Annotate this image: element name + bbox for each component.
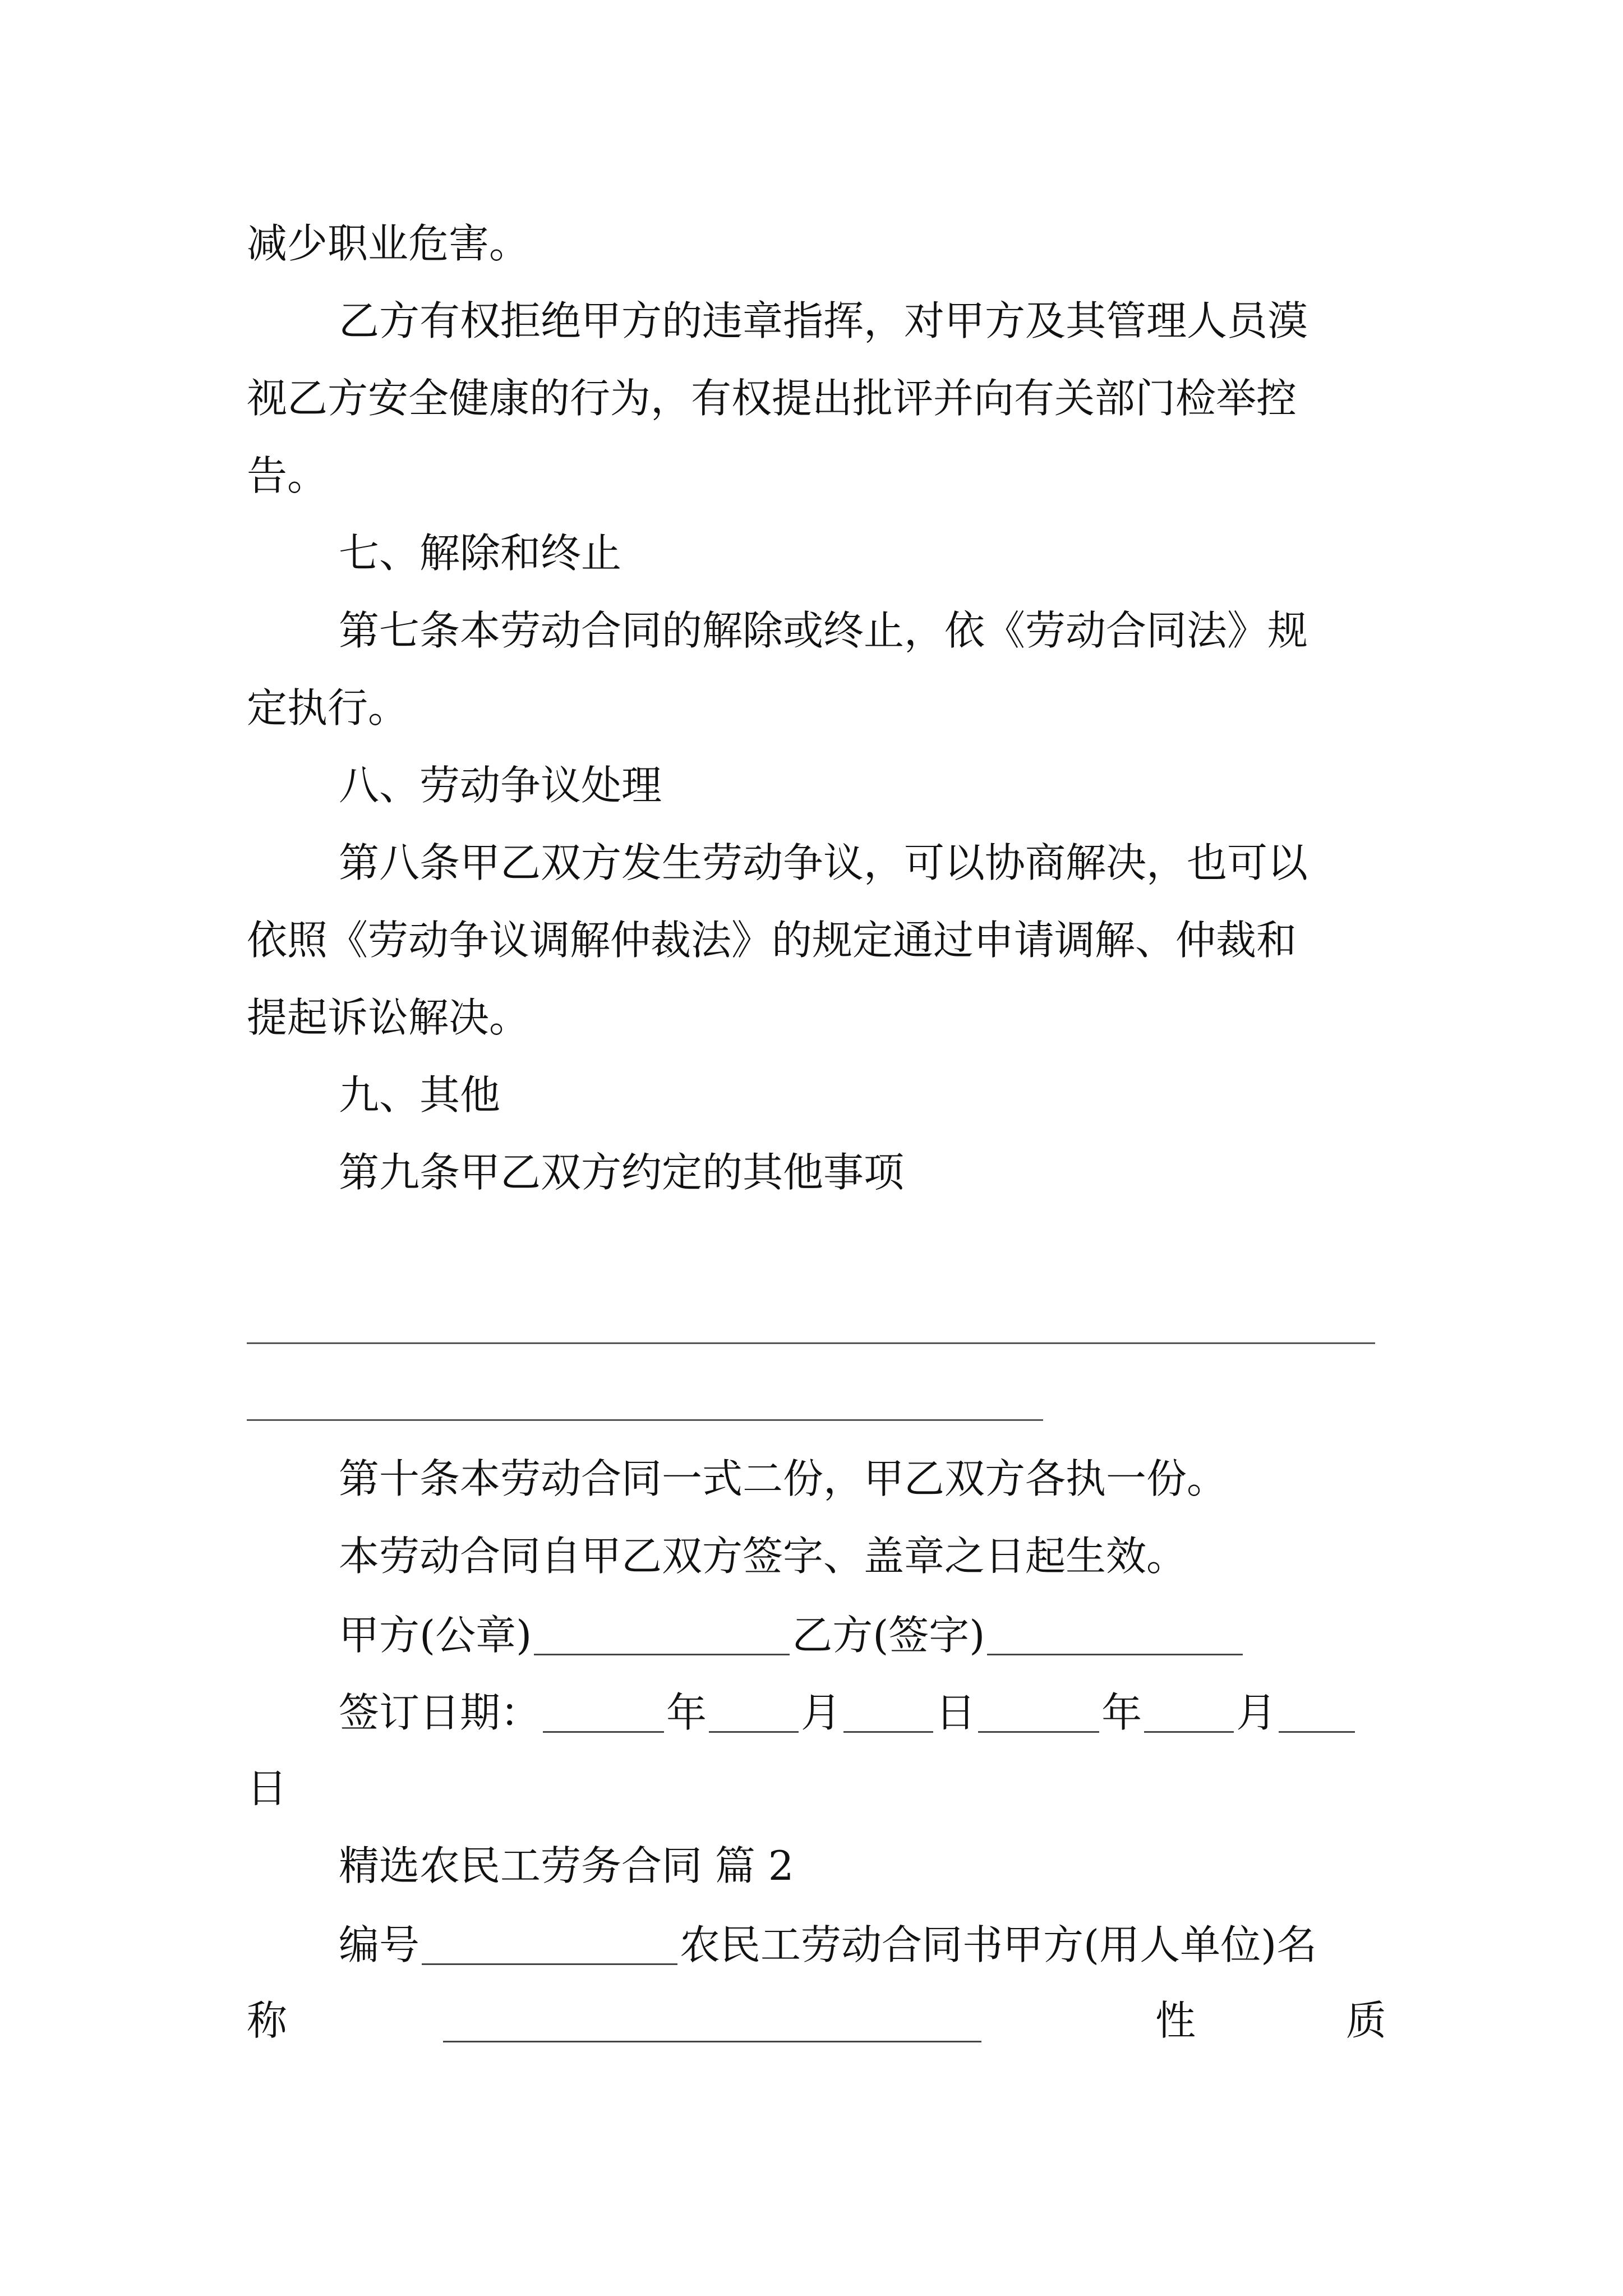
section-heading: 八、劳动争议处理 [339, 762, 662, 809]
body-text-line: 日 [247, 1765, 288, 1812]
day-label: 日 [935, 1689, 976, 1736]
employer-name-line [247, 1997, 1387, 2044]
party-b-label: 乙方(签字) [792, 1612, 985, 1659]
body-text-line: 依照《劳动争议调解仲裁法》的规定通过申请调解、仲裁和 [247, 917, 1297, 964]
date-label: 签订日期： [339, 1689, 541, 1736]
body-text-line: 乙方有权拒绝甲方的违章指挥，对甲方及其管理人员漠 [339, 297, 1308, 344]
month-label: 月 [801, 1689, 842, 1736]
nature-label: 质 [1346, 1997, 1387, 2044]
body-text-line: 视乙方安全健康的行为，有权提出批评并向有关部门检举控 [247, 375, 1297, 422]
party-a-blank [534, 1613, 790, 1655]
year-label: 年 [1101, 1689, 1142, 1736]
month-label: 月 [1236, 1689, 1277, 1736]
contract-title-text: 农民工劳动合同书甲方(用人单位)名 [680, 1921, 1317, 1968]
name-blank [443, 2000, 981, 2042]
nature-label: 性 [1155, 1997, 1196, 2044]
party-a-label: 甲方(公章) [339, 1612, 532, 1659]
number-label: 编号 [339, 1921, 420, 1968]
body-text-line: 提起诉讼解决。 [247, 994, 530, 1041]
name-label: 称 [247, 1997, 288, 2044]
body-text-line: 第八条甲乙双方发生劳动争议，可以协商解决，也可以 [339, 839, 1308, 886]
number-blank [422, 1923, 677, 1965]
month-blank [709, 1691, 799, 1733]
body-text-line: 第九条甲乙双方约定的其他事项 [339, 1149, 905, 1196]
body-text-line: 第十条本劳动合同一式二份，甲乙双方各执一份。 [339, 1455, 1228, 1502]
fill-in-blank-line [247, 1419, 1043, 1421]
year-blank [543, 1691, 664, 1733]
body-text-line: 定执行。 [247, 684, 409, 731]
section-heading: 七、解除和终止 [339, 530, 622, 577]
year-label: 年 [666, 1689, 707, 1736]
body-text-line: 告。 [247, 452, 328, 499]
day-blank [1279, 1691, 1355, 1733]
month-blank [1144, 1691, 1234, 1733]
year-blank [978, 1691, 1099, 1733]
contract-number-line [339, 1921, 1317, 1968]
day-blank [843, 1691, 933, 1733]
fill-in-blank-line [247, 1342, 1375, 1344]
party-b-blank [987, 1613, 1243, 1655]
body-text-line: 减少职业危害。 [247, 220, 530, 267]
signature-line [339, 1612, 1245, 1659]
body-text-line: 本劳动合同自甲乙双方签字、盖章之日起生效。 [339, 1533, 1187, 1580]
section-heading: 精选农民工劳务合同 篇 2 [339, 1842, 794, 1889]
body-text-line: 第七条本劳动合同的解除或终止，依《劳动合同法》规 [339, 607, 1308, 654]
signing-date-line [339, 1689, 1357, 1736]
section-heading: 九、其他 [339, 1071, 501, 1119]
